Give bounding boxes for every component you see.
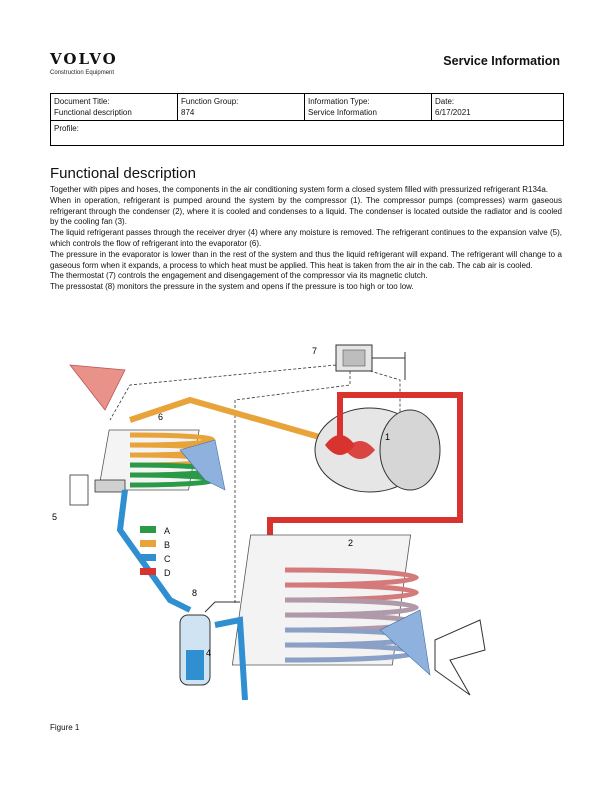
metadata-row [51, 94, 563, 121]
legend-swatch-c [140, 554, 156, 561]
legend-swatch-a [140, 526, 156, 533]
function-group-cell [178, 94, 305, 120]
date-value: 6/17/2021 [435, 108, 471, 117]
callout-7: 7 [312, 346, 318, 356]
legend [140, 526, 171, 578]
document-type-heading: Service Information [443, 54, 560, 68]
info-type-cell [305, 94, 432, 120]
legend-label-d: D [164, 568, 171, 578]
thermostat [336, 345, 405, 380]
info-type-label: Information Type: [308, 97, 370, 106]
ac-system-diagram [40, 340, 570, 700]
paragraph: The pressure in the evaporator is lower than in the rest of the system and thus the liquid refrigerant will expand. The refrigerant will change to a gaseous form when it expands, a process to which heat must be applied. This heat is taken from the air in the cab. The cab air is cooled. [50, 249, 562, 270]
callout-8: 8 [192, 588, 198, 598]
paragraph: The thermostat (7) controls the engagement and disengagement of the compressor via its magnetic clutch. [50, 271, 428, 281]
condenser [232, 535, 430, 675]
profile-label: Profile: [54, 124, 79, 133]
callout-5: 5 [52, 512, 58, 522]
logo-subtitle: Construction Equipment [50, 70, 115, 76]
profile-row [51, 121, 563, 145]
logo-wordmark: VOLVO [50, 50, 118, 68]
legend-label-b: B [164, 540, 171, 550]
doc-title-label: Document Title: [54, 97, 110, 106]
hot-air-arrow [70, 365, 125, 410]
legend-label-c: C [164, 554, 171, 564]
metadata-table [50, 93, 564, 146]
info-type-value: Service Information [308, 108, 377, 117]
date-label: Date: [435, 97, 455, 106]
paragraph: The pressostat (8) monitors the pressure in the system and opens if the pressure is too high or too low. [50, 282, 414, 292]
cooling-fan [435, 620, 485, 695]
callout-1: 1 [385, 432, 391, 442]
paragraph: Together with pipes and hoses, the components in the air conditioning system form a closed system filled with pressurized refrigerant R134a. [50, 185, 549, 194]
legend-label-a: A [164, 526, 171, 536]
profile-cell [51, 121, 563, 145]
body-text [50, 185, 562, 293]
date-cell [432, 94, 563, 120]
function-group-value: 874 [181, 108, 195, 117]
compressor [315, 408, 440, 492]
page-title: Functional description [50, 165, 196, 182]
volvo-logo [50, 50, 118, 76]
doc-title-value: Functional description [54, 108, 132, 117]
figure-caption: Figure 1 [50, 723, 80, 732]
paragraph: When in operation, refrigerant is pumped around the system by the compressor (1). The compressor pumps (compresses) warm gaseous refrigerant through the condenser (2), where it is cooled and condenses to a liquid. The condenser is located outside the radiator and is cooled by the cooling fan (3). [50, 195, 562, 227]
callout-6: 6 [158, 412, 164, 422]
callout-2: 2 [348, 538, 354, 548]
legend-swatch-d [140, 568, 156, 575]
callout-4: 4 [206, 648, 212, 658]
function-group-label: Function Group: [181, 97, 239, 106]
legend-swatch-b [140, 540, 156, 547]
doc-title-cell [51, 94, 178, 120]
paragraph: The liquid refrigerant passes through the receiver dryer (4) where any moisture is removed. The refrigerant continues to the expansion valve (5), which controls the flow of refrigerant into the evaporator (6). [50, 228, 562, 248]
